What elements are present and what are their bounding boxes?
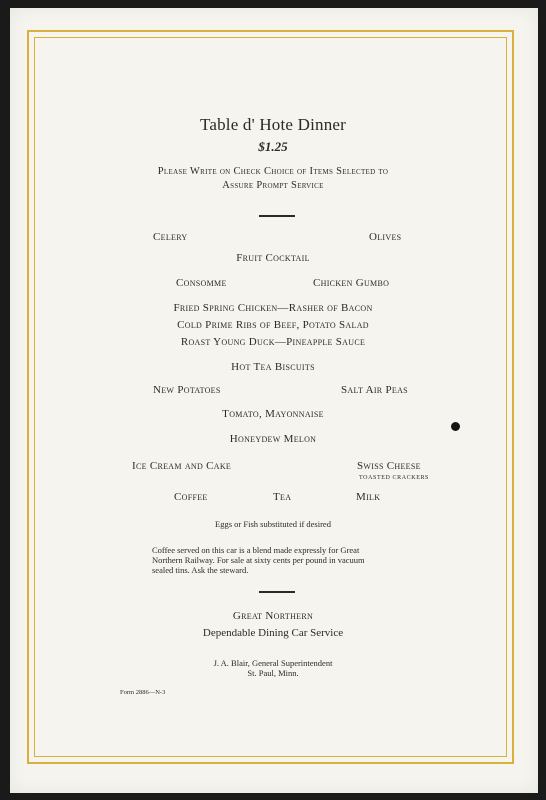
course-hot-tea-biscuits: Hot Tea Biscuits [231, 361, 315, 373]
course-fruit-cocktail: Fruit Cocktail [236, 252, 310, 264]
course-consomme: Consomme [176, 277, 227, 289]
course-tea: Tea [273, 491, 292, 503]
course-chicken-gumbo: Chicken Gumbo [313, 277, 390, 289]
ink-spot [451, 422, 460, 431]
signature-line-2: St. Paul, Minn. [247, 668, 299, 678]
signature-line-1: J. A. Blair, General Superintendent [213, 658, 333, 668]
coffee-note-line-2: Northern Railway. For sale at sixty cents per pound in vacuum [152, 555, 365, 565]
course-coffee: Coffee [174, 491, 208, 503]
service-tagline: Dependable Dining Car Service [202, 627, 344, 639]
form-number: Form 2886—N-3 [120, 689, 166, 696]
course-new-potatoes: New Potatoes [153, 384, 221, 396]
menu-title: Table d' Hote Dinner [199, 115, 347, 134]
course-tomato: Tomato, Mayonnaise [222, 408, 324, 420]
course-olives: Olives [369, 231, 402, 243]
menu-price: $1.25 [258, 139, 288, 154]
course-salt-air-peas: Salt Air Peas [341, 384, 408, 396]
course-honeydew: Honeydew Melon [229, 433, 317, 445]
substitution-note: Eggs or Fish substituted if desired [215, 519, 331, 529]
divider-bottom [259, 591, 295, 593]
instruction-line-2: Assure Prompt Service [222, 180, 324, 191]
entree-prime-ribs: Cold Prime Ribs of Beef, Potato Salad [177, 319, 369, 331]
course-milk: Milk [356, 491, 381, 503]
toasted-crackers-note: TOASTED CRACKERS [359, 475, 429, 481]
company-name: Great Northern [232, 610, 314, 622]
coffee-note-line-1: Coffee served on this car is a blend made expressly for Great [152, 545, 360, 555]
course-celery: Celery [153, 231, 188, 243]
entree-roast-duck: Roast Young Duck—Pineapple Sauce [180, 336, 366, 348]
course-ice-cream: Ice Cream and Cake [132, 460, 232, 472]
course-swiss-cheese: Swiss Cheese [357, 460, 421, 472]
divider-top [259, 215, 295, 217]
instruction-line-1: Please Write on Check Choice of Items Selected to [157, 166, 389, 177]
entree-fried-chicken: Fried Spring Chicken—Rasher of Bacon [173, 302, 373, 314]
coffee-note-line-3: sealed tins. Ask the steward. [152, 565, 249, 575]
